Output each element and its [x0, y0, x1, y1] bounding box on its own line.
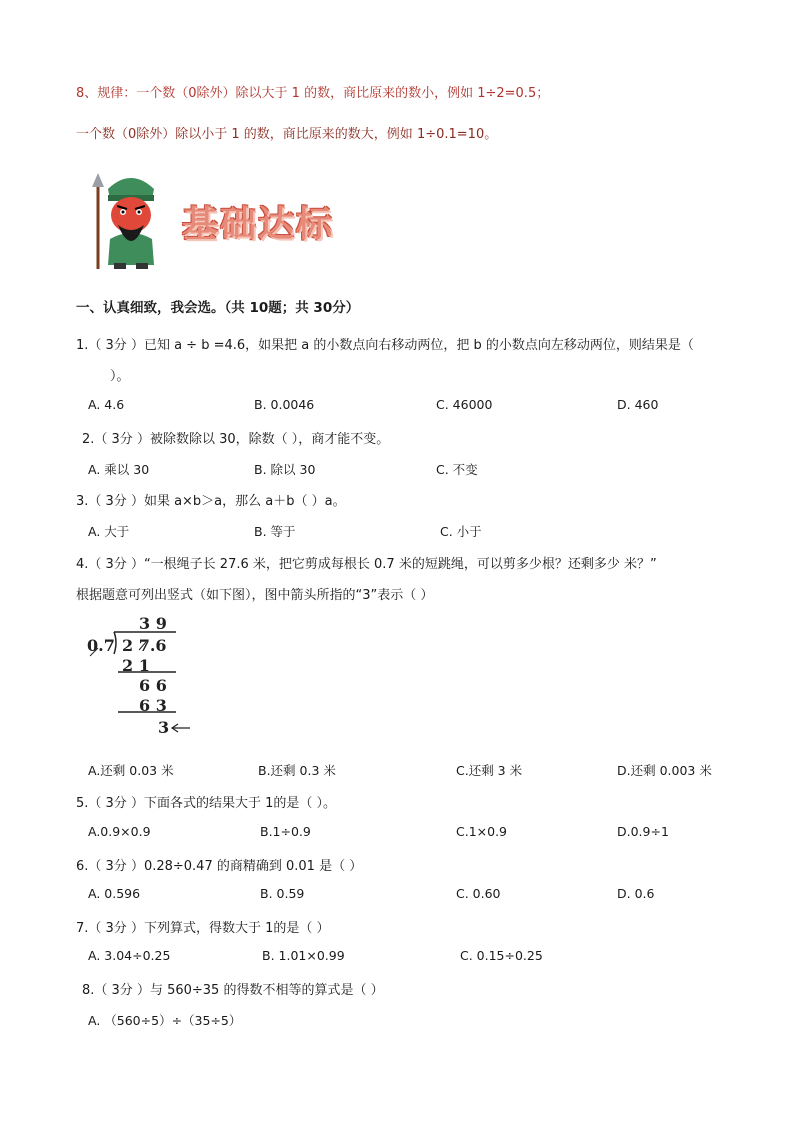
question-3-option-a[interactable]: A. 大于: [88, 524, 130, 539]
question-6-stem: 6.（ 3分 ）0.28÷0.47 的商精确到 0.01 是（ ）: [76, 859, 363, 874]
question-3-option-b[interactable]: B. 等于: [254, 524, 296, 539]
question-4-option-c[interactable]: C.还剩 3 米: [456, 763, 523, 778]
division-step-3: 6 3: [139, 696, 167, 715]
rule-line-2: 一个数（0除外）除以小于 1 的数，商比原来的数大，例如 1÷0.1=10。: [76, 127, 498, 142]
question-5-option-d[interactable]: D.0.9÷1: [617, 824, 669, 839]
question-7-option-c[interactable]: C. 0.15÷0.25: [460, 948, 543, 963]
question-2-option-b[interactable]: B. 除以 30: [254, 462, 316, 477]
question-7-option-a[interactable]: A. 3.04÷0.25: [88, 948, 171, 963]
question-4-option-a[interactable]: A.还剩 0.03 米: [88, 763, 174, 778]
question-8-stem: 8.（ 3分 ）与 560÷35 的得数不相等的算式是（ ）: [82, 983, 384, 998]
division-divisor: 0.7: [87, 636, 115, 655]
question-6-option-d[interactable]: D. 0.6: [617, 886, 655, 901]
long-division-figure: [84, 614, 194, 744]
division-step-1: 2 1: [122, 656, 150, 675]
question-1-option-b[interactable]: B. 0.0046: [254, 397, 315, 412]
question-1-option-d[interactable]: D. 460: [617, 397, 659, 412]
question-6-option-c[interactable]: C. 0.60: [456, 886, 501, 901]
question-5-option-c[interactable]: C.1×0.9: [456, 824, 508, 839]
division-remainder: 3: [158, 718, 170, 737]
question-7-option-b[interactable]: B. 1.01×0.99: [262, 948, 345, 963]
division-quotient: 3 9: [139, 614, 167, 633]
question-3-stem: 3.（ 3分 ）如果 a×b＞a，那么 a＋b（ ）a。: [76, 494, 346, 509]
question-1-option-a[interactable]: A. 4.6: [88, 397, 125, 412]
question-4-option-b[interactable]: B.还剩 0.3 米: [258, 763, 336, 778]
question-4-option-d[interactable]: D.还剩 0.003 米: [617, 763, 712, 778]
mascot-illustration: [86, 165, 176, 273]
question-4-stem: 4.（ 3分 ）“一根绳子长 27.6 米，把它剪成每根长 0.7 米的短跳绳，可以剪多少根？还剩多少 米？”: [76, 557, 657, 572]
question-8-option-a[interactable]: A. （560÷5）÷（35÷5）: [88, 1013, 242, 1028]
question-2-stem: 2.（ 3分 ）被除数除以 30，除数（ ），商才能不变。: [82, 432, 390, 447]
question-5-option-a[interactable]: A.0.9×0.9: [88, 824, 151, 839]
rule-line-1: 8、规律：一个数（0除外）除以大于 1 的数，商比原来的数小，例如 1÷2=0.5；: [76, 86, 550, 101]
question-2-option-c[interactable]: C. 不变: [436, 462, 478, 477]
question-5-stem: 5.（ 3分 ）下面各式的结果大于 1的是（ ）。: [76, 796, 336, 811]
question-3-option-c[interactable]: C. 小于: [440, 524, 482, 539]
question-6-option-b[interactable]: B. 0.59: [260, 886, 305, 901]
division-step-2: 6 6: [139, 676, 167, 695]
question-5-option-b[interactable]: B.1÷0.9: [260, 824, 311, 839]
section-title: 一、认真细致，我会选。（共 10题；共 30分）: [76, 300, 360, 316]
question-4-stem-cont: 根据题意可列出竖式（如下图），图中箭头所指的“3”表示（ ）: [76, 588, 434, 603]
question-6-option-a[interactable]: A. 0.596: [88, 886, 141, 901]
question-2-option-a[interactable]: A. 乘以 30: [88, 462, 150, 477]
banner-title: 基础达标: [182, 204, 335, 245]
question-7-stem: 7.（ 3分 ）下列算式，得数大于 1的是（ ）: [76, 921, 330, 936]
division-dividend: 2 7.6: [122, 636, 167, 655]
question-1-option-c[interactable]: C. 46000: [436, 397, 493, 412]
question-1-stem-cont: ）。: [110, 369, 130, 384]
question-1-stem: 1.（ 3分 ）已知 a ÷ b =4.6，如果把 a 的小数点向右移动两位，把 b 的小数点向左移动两位，则结果是（: [76, 338, 694, 353]
